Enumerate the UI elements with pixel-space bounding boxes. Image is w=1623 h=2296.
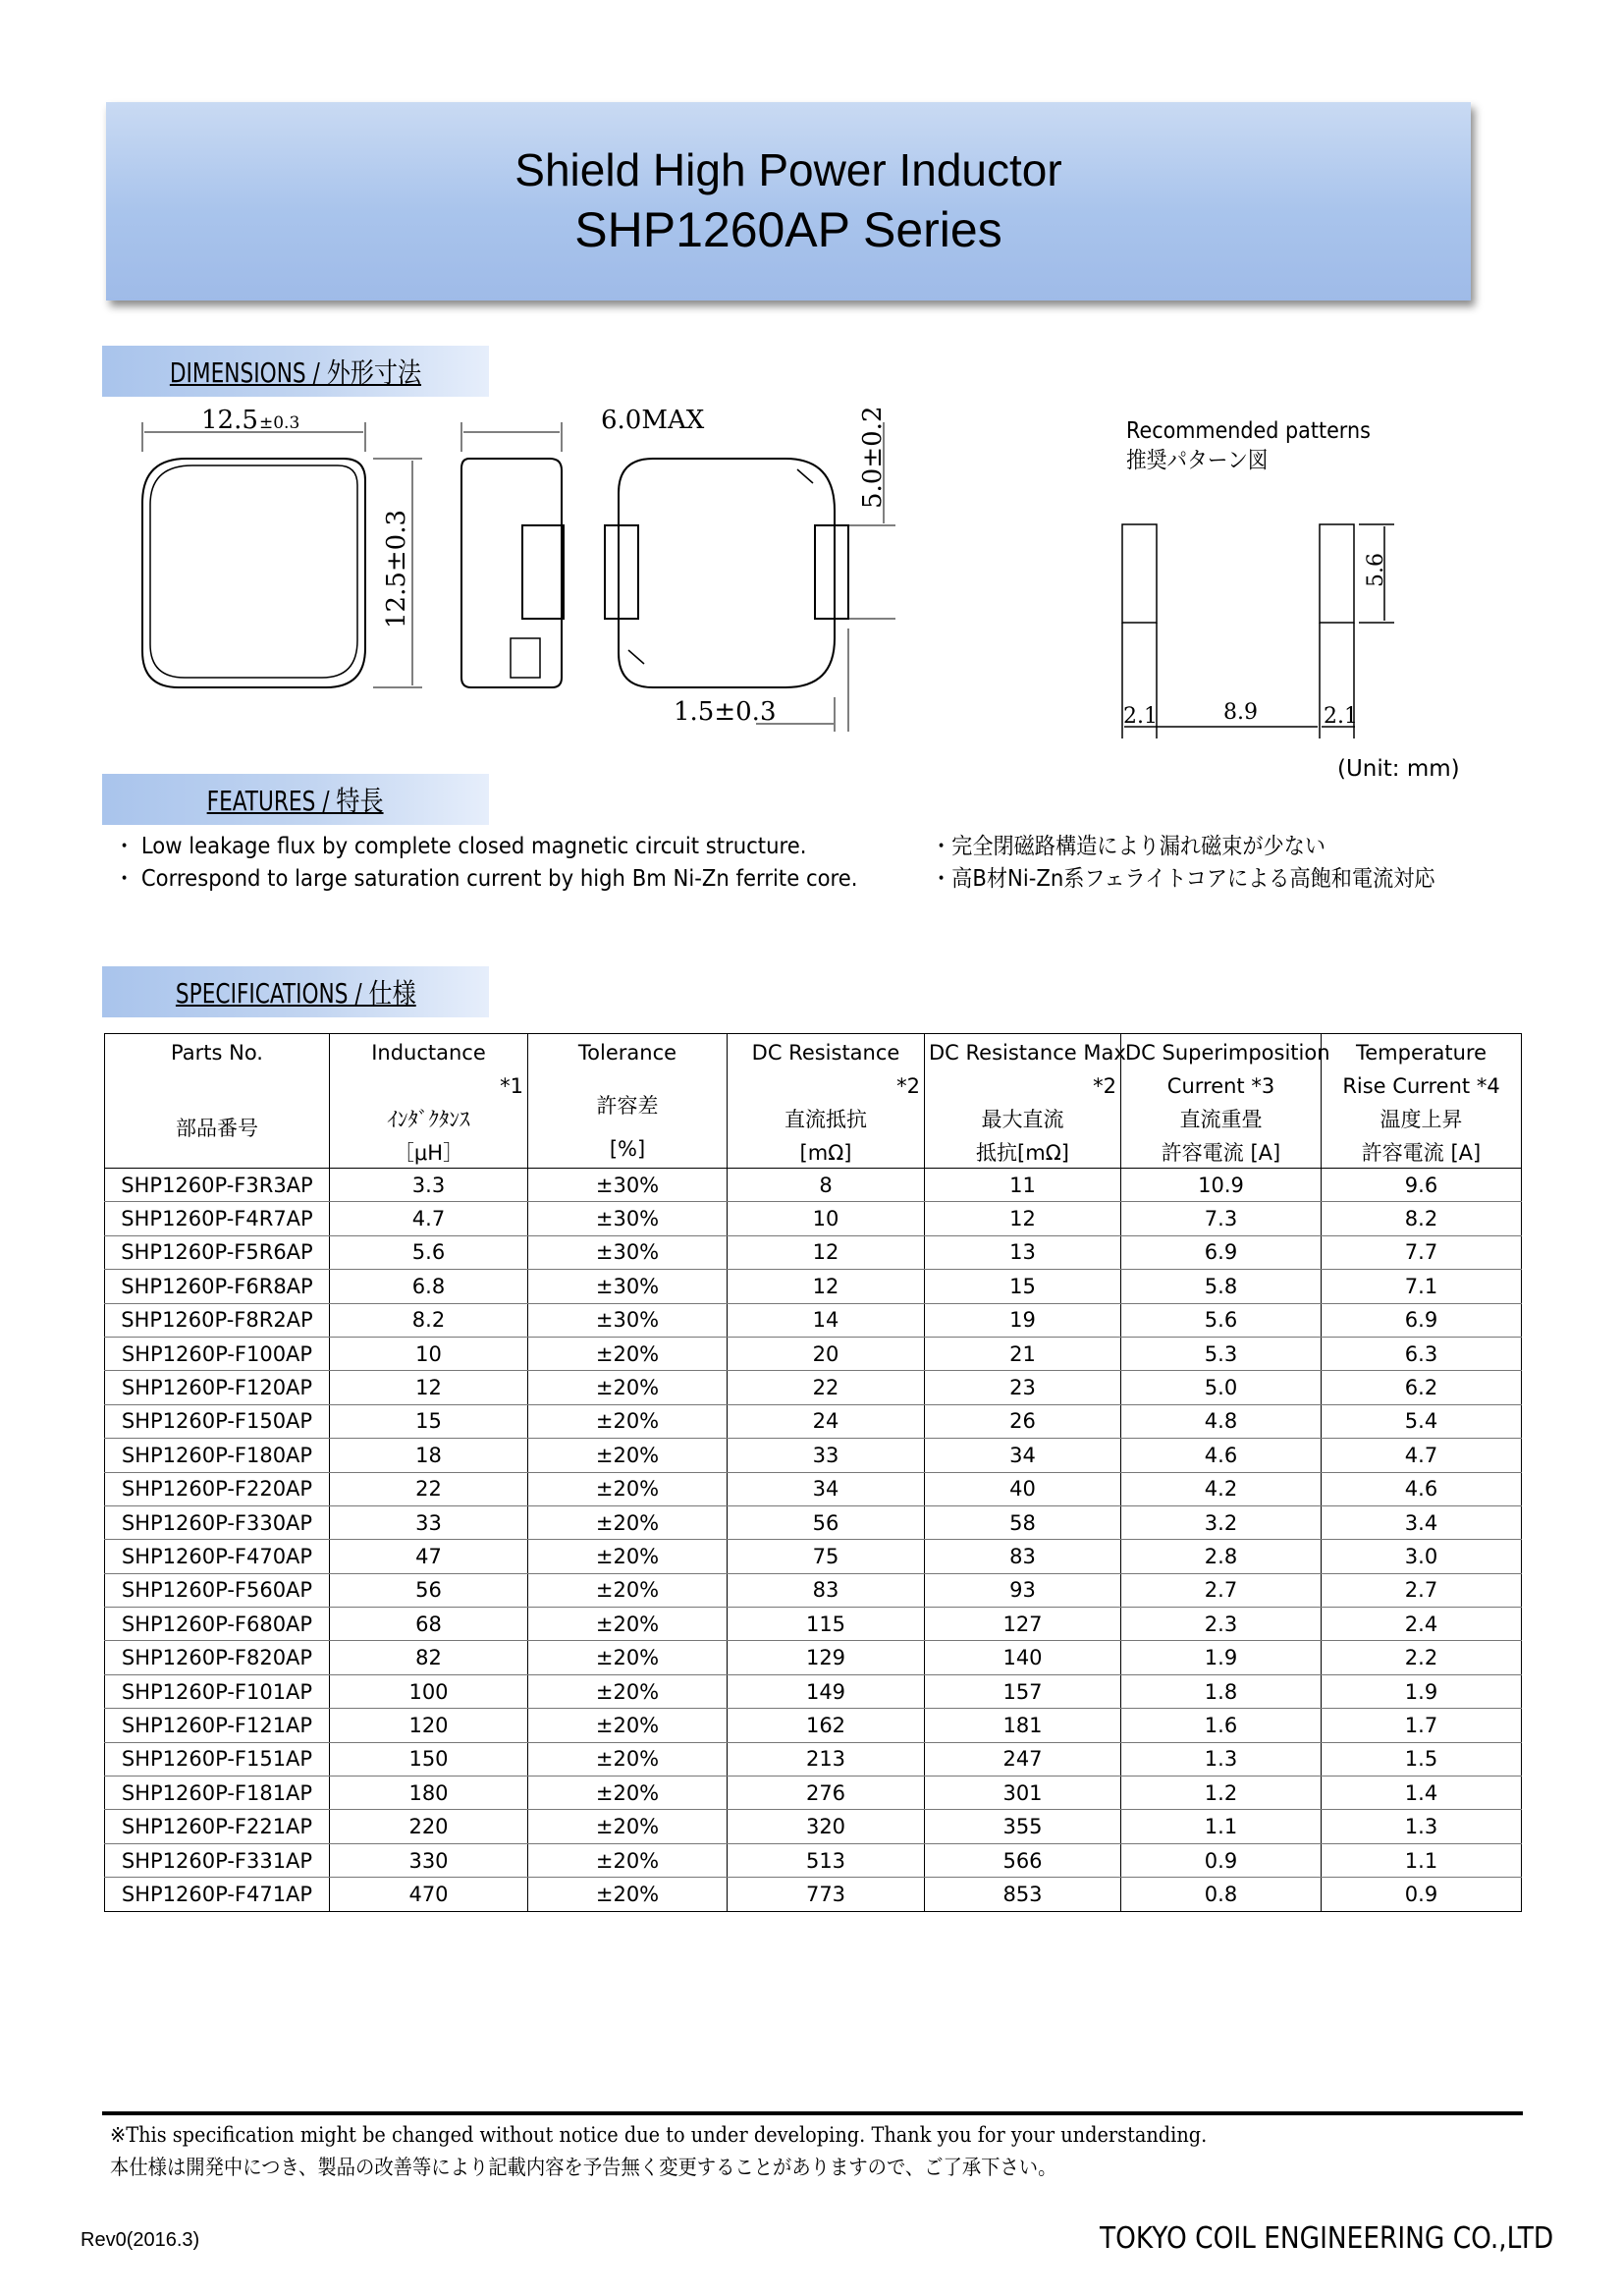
dim-width-tolerance: ±0.3 xyxy=(259,413,300,433)
table-cell: SHP1260P-F3R3AP xyxy=(105,1169,330,1202)
section-features: FEATURES / 特長 xyxy=(102,774,489,825)
table-cell: SHP1260P-F100AP xyxy=(105,1337,330,1370)
table-cell: 10.9 xyxy=(1121,1169,1322,1202)
table-cell: 13 xyxy=(925,1235,1121,1269)
table-cell: 33 xyxy=(728,1439,925,1472)
table-cell: 8.2 xyxy=(1322,1202,1522,1235)
table-cell: 56 xyxy=(728,1505,925,1539)
table-cell: 157 xyxy=(925,1674,1121,1708)
table-cell: 150 xyxy=(330,1742,528,1776)
table-cell: 22 xyxy=(728,1371,925,1404)
table-cell: 129 xyxy=(728,1641,925,1674)
table-cell: 7.7 xyxy=(1322,1235,1522,1269)
table-cell: 12 xyxy=(728,1270,925,1303)
table-cell: ±30% xyxy=(528,1235,728,1269)
pattern-left-label: 2.1 xyxy=(1123,704,1158,729)
header-line: 許容電流 [A] xyxy=(1161,1141,1281,1165)
table-cell: ±20% xyxy=(528,1540,728,1573)
pattern-right-label: 2.1 xyxy=(1324,704,1358,729)
header-line: [mΩ] xyxy=(799,1141,852,1165)
unit-note: (Unit: mm) xyxy=(1337,756,1460,782)
table-cell: 8 xyxy=(728,1169,925,1202)
header-line: *2 xyxy=(1093,1074,1116,1098)
dim-width-label: 12.5 xyxy=(201,406,258,435)
table-cell: 3.0 xyxy=(1322,1540,1522,1573)
table-cell: 20 xyxy=(728,1337,925,1370)
table-cell: 1.2 xyxy=(1121,1777,1322,1810)
table-cell: ±20% xyxy=(528,1505,728,1539)
table-cell: SHP1260P-F121AP xyxy=(105,1709,330,1742)
table-cell: 23 xyxy=(925,1371,1121,1404)
table-cell: SHP1260P-F220AP xyxy=(105,1472,330,1505)
header-line: 部品番号 xyxy=(176,1116,258,1140)
table-cell: SHP1260P-F820AP xyxy=(105,1641,330,1674)
table-cell: ±20% xyxy=(528,1641,728,1674)
table-cell: 11 xyxy=(925,1169,1121,1202)
footer-note: ※This specification might be changed without notice due to under developing. Thank you for your understanding. 本仕様は開発中につき、製品の改善等により記載内容を予告無く変更することがありますので、ご了承下さい。 xyxy=(110,2123,1208,2179)
table-cell: 5.3 xyxy=(1121,1337,1322,1370)
footer-rule xyxy=(102,2111,1523,2115)
table-row xyxy=(105,1608,1522,1641)
table-cell: 56 xyxy=(330,1573,528,1607)
table-cell: ±30% xyxy=(528,1303,728,1337)
table-row xyxy=(105,1404,1522,1438)
table-cell: ±20% xyxy=(528,1742,728,1776)
header-line: Rise Current *4 xyxy=(1342,1074,1500,1098)
table-cell: 6.9 xyxy=(1322,1303,1522,1337)
dim-terminal-label: 1.5±0.3 xyxy=(674,697,777,727)
table-cell: ±20% xyxy=(528,1843,728,1877)
column-header xyxy=(728,1034,925,1169)
table-cell: SHP1260P-F180AP xyxy=(105,1439,330,1472)
table-cell: 7.3 xyxy=(1121,1202,1322,1235)
table-cell: 5.8 xyxy=(1121,1270,1322,1303)
header-line: Tolerance xyxy=(577,1041,677,1065)
table-cell: 1.3 xyxy=(1322,1810,1522,1843)
table-cell: 75 xyxy=(728,1540,925,1573)
table-cell: ±30% xyxy=(528,1270,728,1303)
table-cell: 470 xyxy=(330,1878,528,1911)
table-cell: SHP1260P-F6R8AP xyxy=(105,1270,330,1303)
table-cell: ±20% xyxy=(528,1404,728,1438)
table-cell: 6.8 xyxy=(330,1270,528,1303)
header-line: 抵抗[mΩ] xyxy=(976,1141,1069,1165)
table-cell: 301 xyxy=(925,1777,1121,1810)
table-cell: 47 xyxy=(330,1540,528,1573)
column-header xyxy=(330,1034,528,1169)
table-cell: 15 xyxy=(330,1404,528,1438)
table-row xyxy=(105,1202,1522,1235)
header-line: *2 xyxy=(896,1074,920,1098)
table-cell: 8.2 xyxy=(330,1303,528,1337)
table-row xyxy=(105,1439,1522,1472)
table-cell: SHP1260P-F470AP xyxy=(105,1540,330,1573)
column-header xyxy=(528,1034,728,1169)
table-cell: SHP1260P-F181AP xyxy=(105,1777,330,1810)
table-cell: ±30% xyxy=(528,1169,728,1202)
table-cell: 68 xyxy=(330,1608,528,1641)
table-row xyxy=(105,1169,1522,1202)
table-cell: 513 xyxy=(728,1843,925,1877)
table-cell: 18 xyxy=(330,1439,528,1472)
table-cell: SHP1260P-F221AP xyxy=(105,1810,330,1843)
table-row xyxy=(105,1505,1522,1539)
header-line: DC Resistance Max xyxy=(929,1041,1126,1065)
table-cell: ±20% xyxy=(528,1573,728,1607)
table-cell: SHP1260P-F4R7AP xyxy=(105,1202,330,1235)
table-cell: 1.9 xyxy=(1322,1674,1522,1708)
table-cell: SHP1260P-F150AP xyxy=(105,1404,330,1438)
table-cell: 83 xyxy=(925,1540,1121,1573)
table-cell: 5.6 xyxy=(1121,1303,1322,1337)
table-cell: ±20% xyxy=(528,1674,728,1708)
table-cell: 355 xyxy=(925,1810,1121,1843)
table-row xyxy=(105,1674,1522,1708)
table-cell: 33 xyxy=(330,1505,528,1539)
header-line: ［μH］ xyxy=(393,1141,464,1165)
table-cell: 6.3 xyxy=(1322,1337,1522,1370)
header-line: Parts No. xyxy=(171,1041,263,1065)
header-line: 最大直流 xyxy=(981,1108,1064,1131)
table-cell: 1.3 xyxy=(1121,1742,1322,1776)
table-cell: 2.4 xyxy=(1322,1608,1522,1641)
company-name: TOKYO COIL ENGINEERING CO.,LTD xyxy=(1100,2221,1554,2256)
header-line: [%] xyxy=(609,1137,646,1161)
table-cell: 127 xyxy=(925,1608,1121,1641)
spec-table xyxy=(104,1033,1522,1912)
page-title: Shield High Power Inductor xyxy=(514,144,1062,195)
table-cell: 0.9 xyxy=(1322,1878,1522,1911)
table-cell: 19 xyxy=(925,1303,1121,1337)
table-cell: 1.9 xyxy=(1121,1641,1322,1674)
table-cell: 320 xyxy=(728,1810,925,1843)
top-view xyxy=(142,422,422,687)
table-row xyxy=(105,1573,1522,1607)
header-line: 許容差 xyxy=(596,1094,659,1118)
header-line: 直流重畳 xyxy=(1179,1108,1263,1131)
table-cell: 276 xyxy=(728,1777,925,1810)
table-cell: 5.0 xyxy=(1121,1371,1322,1404)
table-cell: 0.8 xyxy=(1121,1878,1322,1911)
table-cell: SHP1260P-F471AP xyxy=(105,1878,330,1911)
table-cell: ±20% xyxy=(528,1608,728,1641)
table-cell: SHP1260P-F8R2AP xyxy=(105,1303,330,1337)
column-header xyxy=(105,1034,330,1169)
table-cell: 4.7 xyxy=(330,1202,528,1235)
table-cell: 4.7 xyxy=(1322,1439,1522,1472)
table-cell: ±20% xyxy=(528,1337,728,1370)
table-cell: 1.6 xyxy=(1121,1709,1322,1742)
column-header xyxy=(1121,1034,1330,1169)
table-cell: 3.2 xyxy=(1121,1505,1322,1539)
table-row xyxy=(105,1235,1522,1269)
feature-item: ・完全閉磁路構造により漏れ磁束が少ない xyxy=(931,834,1326,859)
table-cell: ±20% xyxy=(528,1709,728,1742)
table-cell: 3.4 xyxy=(1322,1505,1522,1539)
table-cell: SHP1260P-F101AP xyxy=(105,1674,330,1708)
table-body xyxy=(105,1169,1522,1912)
table-cell: ±20% xyxy=(528,1472,728,1505)
table-cell: SHP1260P-F5R6AP xyxy=(105,1235,330,1269)
table-row xyxy=(105,1709,1522,1742)
table-cell: 22 xyxy=(330,1472,528,1505)
table-cell: 26 xyxy=(925,1404,1121,1438)
table-cell: 58 xyxy=(925,1505,1121,1539)
header-line: 直流抵抗 xyxy=(784,1108,867,1131)
table-cell: ±20% xyxy=(528,1439,728,1472)
table-row xyxy=(105,1337,1522,1370)
series-title: SHP1260AP Series xyxy=(574,202,1002,257)
dim-thickness-label: 6.0MAX xyxy=(601,406,705,435)
dim-height-label: 12.5±0.3 xyxy=(382,509,411,629)
table-cell: 140 xyxy=(925,1641,1121,1674)
table-cell: 1.5 xyxy=(1322,1742,1522,1776)
table-cell: 1.1 xyxy=(1121,1810,1322,1843)
table-cell: SHP1260P-F331AP xyxy=(105,1843,330,1877)
table-cell: 149 xyxy=(728,1674,925,1708)
table-cell: ±20% xyxy=(528,1371,728,1404)
table-cell: 1.7 xyxy=(1322,1709,1522,1742)
revision-label: Rev0(2016.3) xyxy=(81,2229,200,2251)
table-cell: 0.9 xyxy=(1121,1843,1322,1877)
table-cell: 12 xyxy=(925,1202,1121,1235)
table-cell: 7.1 xyxy=(1322,1270,1522,1303)
table-cell: SHP1260P-F151AP xyxy=(105,1742,330,1776)
pattern-height-label: 5.6 xyxy=(1364,553,1388,587)
table-row xyxy=(105,1540,1522,1573)
pattern-gap-label: 8.9 xyxy=(1223,700,1258,725)
table-cell: 162 xyxy=(728,1709,925,1742)
table-cell: 10 xyxy=(728,1202,925,1235)
table-cell: 24 xyxy=(728,1404,925,1438)
table-cell: 4.6 xyxy=(1322,1472,1522,1505)
table-cell: 566 xyxy=(925,1843,1121,1877)
table-cell: 93 xyxy=(925,1573,1121,1607)
feature-item: ・ Correspond to large saturation current by high Bm Ni-Zn ferrite core. xyxy=(114,866,858,892)
table-cell: 2.7 xyxy=(1121,1573,1322,1607)
table-cell: 40 xyxy=(925,1472,1121,1505)
table-row xyxy=(105,1270,1522,1303)
section-dimensions: DIMENSIONS / 外形寸法 xyxy=(102,346,489,397)
dimension-drawing xyxy=(0,0,1623,766)
table-cell: 180 xyxy=(330,1777,528,1810)
table-cell: 34 xyxy=(728,1472,925,1505)
table-cell: 83 xyxy=(728,1573,925,1607)
table-cell: 181 xyxy=(925,1709,1121,1742)
header-line: DC Superimposition xyxy=(1125,1041,1330,1065)
table-cell: 213 xyxy=(728,1742,925,1776)
table-row xyxy=(105,1777,1522,1810)
table-cell: 5.4 xyxy=(1322,1404,1522,1438)
table-cell: 773 xyxy=(728,1878,925,1911)
table-cell: 14 xyxy=(728,1303,925,1337)
table-row xyxy=(105,1472,1522,1505)
table-cell: 12 xyxy=(330,1371,528,1404)
table-cell: 2.3 xyxy=(1121,1608,1322,1641)
header-line: Temperature xyxy=(1355,1041,1488,1065)
table-cell: 12 xyxy=(728,1235,925,1269)
table-cell: 247 xyxy=(925,1742,1121,1776)
table-cell: 115 xyxy=(728,1608,925,1641)
table-cell: 1.1 xyxy=(1322,1843,1522,1877)
table-cell: 82 xyxy=(330,1641,528,1674)
dim-side-label: 5.0±0.2 xyxy=(858,406,888,509)
table-cell: ±20% xyxy=(528,1878,728,1911)
header-line: 許容電流 [A] xyxy=(1361,1141,1482,1165)
table-cell: ±30% xyxy=(528,1202,728,1235)
header-line: *1 xyxy=(500,1074,523,1098)
table-cell: 2.8 xyxy=(1121,1540,1322,1573)
table-cell: 6.2 xyxy=(1322,1371,1522,1404)
table-cell: 100 xyxy=(330,1674,528,1708)
header-line: ｲﾝﾀﾞｸﾀﾝｽ xyxy=(387,1108,470,1131)
table-cell: ±20% xyxy=(528,1777,728,1810)
features-en xyxy=(114,831,922,896)
header-line: 温度上昇 xyxy=(1380,1108,1463,1131)
table-cell: SHP1260P-F120AP xyxy=(105,1371,330,1404)
table-cell: SHP1260P-F330AP xyxy=(105,1505,330,1539)
table-cell: 3.3 xyxy=(330,1169,528,1202)
table-row xyxy=(105,1641,1522,1674)
column-header xyxy=(1322,1034,1522,1169)
table-row xyxy=(105,1303,1522,1337)
table-row xyxy=(105,1371,1522,1404)
header-line: Inductance xyxy=(371,1041,486,1065)
pattern-title: Recommended patterns 推奨パターン図 xyxy=(1126,418,1371,473)
side-view xyxy=(461,422,564,687)
table-cell: 5.6 xyxy=(330,1235,528,1269)
feature-item: ・ Low leakage flux by complete closed magnetic circuit structure. xyxy=(114,834,807,859)
table-cell: SHP1260P-F680AP xyxy=(105,1608,330,1641)
table-cell: 34 xyxy=(925,1439,1121,1472)
table-cell: 1.8 xyxy=(1121,1674,1322,1708)
table-cell: 9.6 xyxy=(1322,1169,1522,1202)
table-cell: 10 xyxy=(330,1337,528,1370)
table-cell: 330 xyxy=(330,1843,528,1877)
table-cell: ±20% xyxy=(528,1810,728,1843)
table-cell: 2.2 xyxy=(1322,1641,1522,1674)
header-line: Current *3 xyxy=(1166,1074,1275,1098)
table-row xyxy=(105,1810,1522,1843)
table-cell: 2.7 xyxy=(1322,1573,1522,1607)
table-cell: 220 xyxy=(330,1810,528,1843)
table-cell: 21 xyxy=(925,1337,1121,1370)
features-jp xyxy=(931,831,1479,896)
column-header xyxy=(925,1034,1126,1169)
table-cell: 4.6 xyxy=(1121,1439,1322,1472)
table-row xyxy=(105,1878,1522,1911)
table-cell: 6.9 xyxy=(1121,1235,1322,1269)
table-cell: 1.4 xyxy=(1322,1777,1522,1810)
table-cell: 853 xyxy=(925,1878,1121,1911)
table-row xyxy=(105,1742,1522,1776)
table-cell: 4.2 xyxy=(1121,1472,1322,1505)
front-view xyxy=(605,422,895,732)
header-line: DC Resistance xyxy=(751,1041,900,1065)
section-specifications: SPECIFICATIONS / 仕様 xyxy=(102,966,489,1017)
table-row xyxy=(105,1843,1522,1877)
table-header-row xyxy=(105,1034,1522,1169)
table-cell: 4.8 xyxy=(1121,1404,1322,1438)
feature-item: ・高B材Ni-Zn系フェライトコアによる高飽和電流対応 xyxy=(931,866,1435,892)
table-cell: 15 xyxy=(925,1270,1121,1303)
table-cell: 120 xyxy=(330,1709,528,1742)
table-cell: SHP1260P-F560AP xyxy=(105,1573,330,1607)
